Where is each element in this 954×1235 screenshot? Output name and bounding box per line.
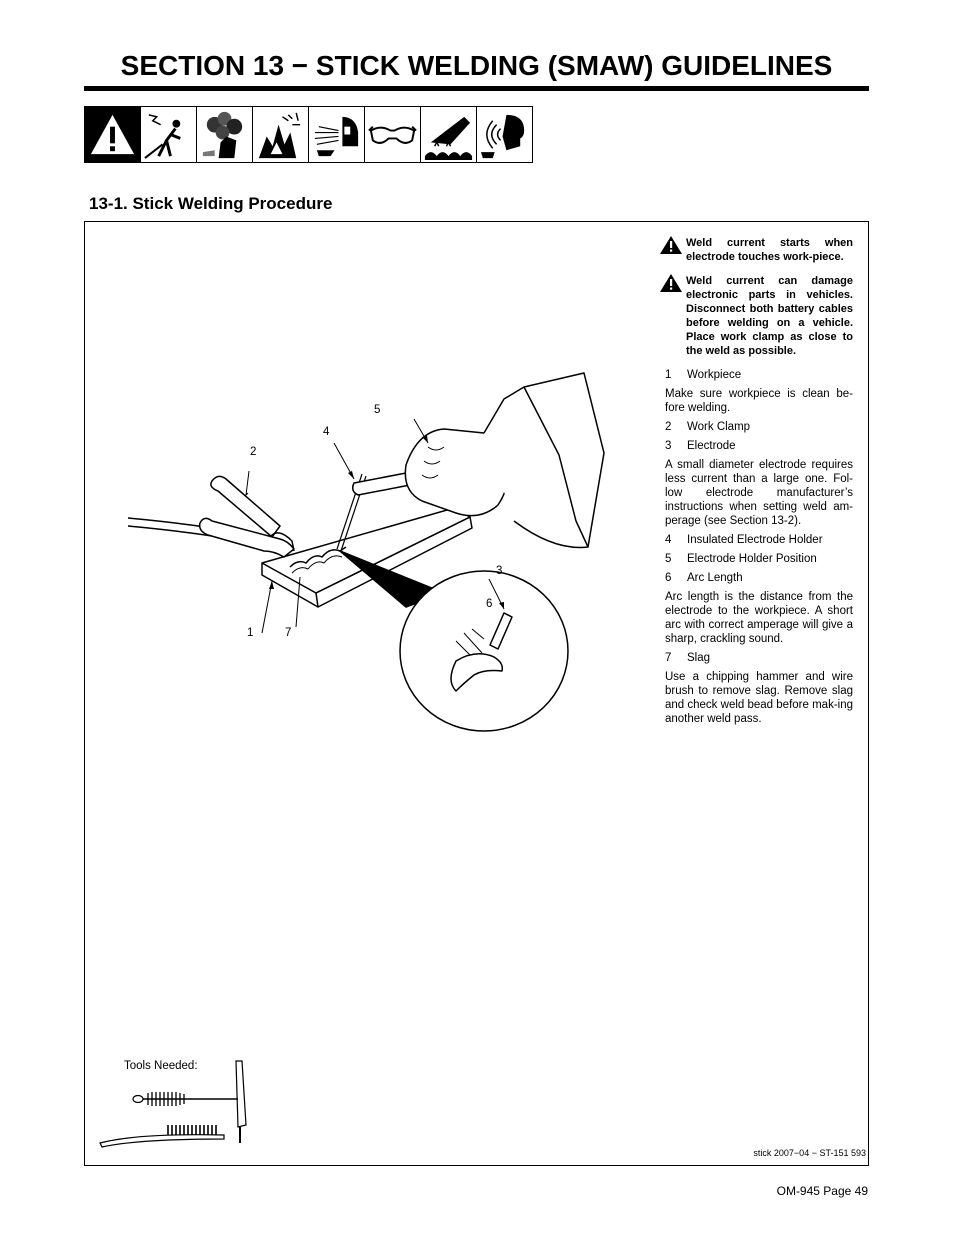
callout-2: 2 [250, 446, 257, 458]
callout-6: 6 [486, 598, 493, 610]
stick-welding-illustration [84, 221, 659, 741]
item-label: Work Clamp [687, 421, 751, 433]
item-label: Workpiece [687, 369, 742, 381]
callout-1: 1 [247, 627, 254, 639]
section-title: SECTION 13 − STICK WELDING (SMAW) GUIDELINES [120, 50, 833, 81]
callout-4: 4 [323, 426, 330, 438]
item-label: Electrode [687, 440, 736, 452]
item-note: A small diameter electrode requires less current than a large one. Fol-low electrode manufacturer’s instructions when setting weld am-perage (see Section 13-2). [665, 459, 853, 527]
item-number: 7 [665, 652, 672, 664]
magnified-arc-circle [400, 571, 568, 731]
item-label: Electrode Holder Position [687, 553, 817, 565]
legend-item [665, 439, 853, 453]
item-number: 4 [665, 534, 672, 546]
item-number: 2 [665, 421, 672, 433]
noise-ear-icon [477, 107, 532, 162]
warning-triangle-icon [660, 274, 686, 358]
callout-7: 7 [285, 627, 292, 639]
legend-item [665, 651, 853, 665]
subsection-title: 13-1. Stick Welding Procedure [89, 194, 333, 213]
fumes-icon [197, 107, 253, 162]
item-number: 5 [665, 553, 672, 565]
item-note: Use a chipping hammer and wire brush to remove slag. Remove slag and check weld bead before mak-ing another weld pass. [665, 671, 853, 725]
legend-item [665, 552, 853, 566]
warning-text: Weld current starts when electrode touches work-piece. [686, 237, 853, 263]
fire-spark-icon [253, 107, 309, 162]
warning-triangle-icon [660, 236, 686, 264]
warning-block [660, 236, 853, 264]
item-number: 1 [665, 369, 672, 381]
callout-3: 3 [496, 565, 503, 577]
item-note: Arc length is the distance from the electrode to the workpiece. A short arc with correct amperage will give a sharp, crackling sound. [665, 591, 853, 645]
arc-rays-helmet-icon [309, 107, 365, 162]
procedure-notes [660, 236, 853, 731]
item-number: 6 [665, 572, 672, 584]
hazard-icon-strip [84, 106, 533, 163]
item-label: Arc Length [687, 572, 743, 584]
item-label: Insulated Electrode Holder [687, 534, 823, 546]
legend-item [665, 571, 853, 585]
chipping-hammer-icon [236, 1061, 246, 1127]
legend-item [665, 420, 853, 434]
drawing-reference: stick 2007−04 − ST-151 593 [753, 1148, 866, 1158]
legend-item [665, 533, 853, 547]
warning-text: Weld current can damage electronic parts in vehicles. Disconnect both battery cables before welding on a vehicle. Place work clamp as close to the weld as possible. [686, 275, 853, 357]
warning-block [660, 274, 853, 358]
tools-needed-label: Tools Needed: [124, 1060, 198, 1072]
electric-shock-icon [141, 107, 197, 162]
item-note: Make sure workpiece is clean be-fore welding. [665, 388, 853, 414]
callout-5: 5 [374, 404, 381, 416]
hot-parts-glove-icon [421, 107, 477, 162]
tools-illustration [98, 1055, 258, 1150]
wire-brush-icon [100, 1135, 224, 1147]
warning-triangle-icon [85, 107, 141, 162]
title-rule [84, 86, 869, 91]
item-label: Slag [687, 652, 711, 664]
safety-glasses-icon [365, 107, 421, 162]
legend-item [665, 368, 853, 382]
item-number: 3 [665, 440, 672, 452]
page-footer: OM-945 Page 49 [776, 1184, 868, 1198]
